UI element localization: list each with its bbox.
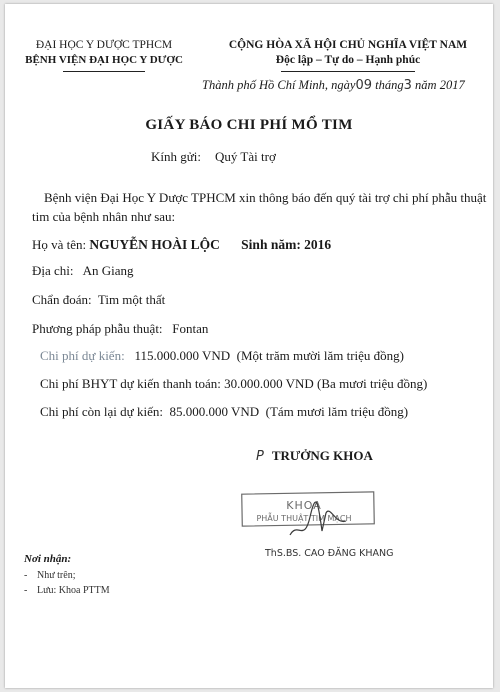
cost-amount: 115.000.000 VND: [134, 348, 231, 363]
university-name: ĐẠI HỌC Y DƯỢC TPHCM: [35, 39, 173, 51]
greeting-recipient: Quý Tài trợ: [215, 149, 276, 164]
signature-title: TRƯỞNG KHOA: [271, 448, 373, 463]
recipient-item-text: Như trên;: [37, 570, 76, 581]
recipients-label: Nơi nhận:: [24, 553, 72, 565]
signature-prefix: P: [256, 449, 264, 464]
header-right-underline: [281, 71, 415, 72]
department-stamp: [238, 491, 378, 545]
address-value: An Giang: [82, 263, 134, 278]
cost-amount: 85.000.000 VND: [169, 404, 260, 419]
cost-in-words: (Một trăm mười lăm triệu đồng): [236, 348, 405, 363]
diagnosis-row: [32, 292, 165, 308]
cost-in-words: (Tám mươi lăm triệu đồng): [265, 404, 409, 419]
patient-name-row: [32, 237, 331, 253]
signature-role: [256, 448, 373, 464]
surgery-method-row: [32, 321, 208, 337]
cost-label: Chi phí còn lại dự kiến:: [40, 404, 163, 419]
document-date: [202, 78, 465, 93]
header-left-underline: [63, 71, 145, 72]
cost-in-words: (Ba mươi triệu đồng): [317, 376, 428, 391]
date-month: 3: [403, 78, 412, 93]
surgery-method-label: Phương pháp phẫu thuật:: [32, 321, 163, 336]
stamp-text-line1: KHOA: [286, 499, 322, 512]
stamp-text-line2: PHẪU THUẬT TIM MẠCH: [256, 514, 352, 523]
surgery-method-value: Fontan: [172, 321, 209, 336]
address-label: Địa chỉ:: [32, 263, 74, 278]
date-year: năm 2017: [415, 78, 465, 92]
recipient-item-text: Lưu: Khoa PTTM: [37, 585, 110, 596]
cost-label: Chi phí dự kiến:: [40, 348, 125, 363]
document-title: GIẤY BÁO CHI PHÍ MỔ TIM: [145, 117, 353, 133]
patient-name: NGUYỄN HOÀI LỘC: [89, 237, 220, 252]
greeting-label: Kính gửi:: [151, 149, 202, 164]
date-prefix: Thành phố Hồ Chí Minh, ngày: [202, 78, 356, 92]
document-page: [5, 4, 493, 688]
organization-header: [19, 38, 189, 68]
diagnosis-label: Chẩn đoán:: [32, 292, 92, 307]
recipient-item: - Như trên;: [24, 570, 76, 581]
cost-label: Chi phí BHYT dự kiến thanh toán:: [40, 376, 221, 391]
cost-amount: 30.000.000 VND: [224, 376, 314, 391]
cost-row-remaining: [40, 404, 408, 420]
diagnosis-value: Tim một thất: [97, 292, 166, 307]
recipient-item: - Lưu: Khoa PTTM: [24, 585, 110, 596]
birth-year-label: Sinh năm:: [241, 237, 301, 252]
national-motto: Độc lập – Tự do – Hạnh phúc: [275, 54, 421, 66]
date-month-label: tháng: [375, 78, 404, 92]
signer-name: ThS.BS. CAO ĐĂNG KHANG: [265, 548, 394, 559]
cost-row-insurance: [40, 376, 427, 392]
national-header: [207, 38, 489, 68]
intro-paragraph: Bệnh viện Đại Học Y Dược TPHCM xin thông báo đến quý tài trợ chi phí phẫu thuật tim của bệnh nhân như sau:: [32, 190, 487, 224]
birth-year: 2016: [304, 237, 332, 252]
date-day: 09: [355, 78, 373, 93]
hospital-name: BỆNH VIỆN ĐẠI HỌC Y DƯỢC: [25, 54, 183, 66]
patient-name-label: Họ và tên:: [32, 237, 87, 252]
address-row: [32, 263, 133, 279]
nation-name: CỘNG HÒA XÃ HỘI CHỦ NGHĨA VIỆT NAM: [228, 39, 468, 51]
greeting: [151, 149, 276, 165]
cost-row-estimated: [40, 348, 404, 364]
